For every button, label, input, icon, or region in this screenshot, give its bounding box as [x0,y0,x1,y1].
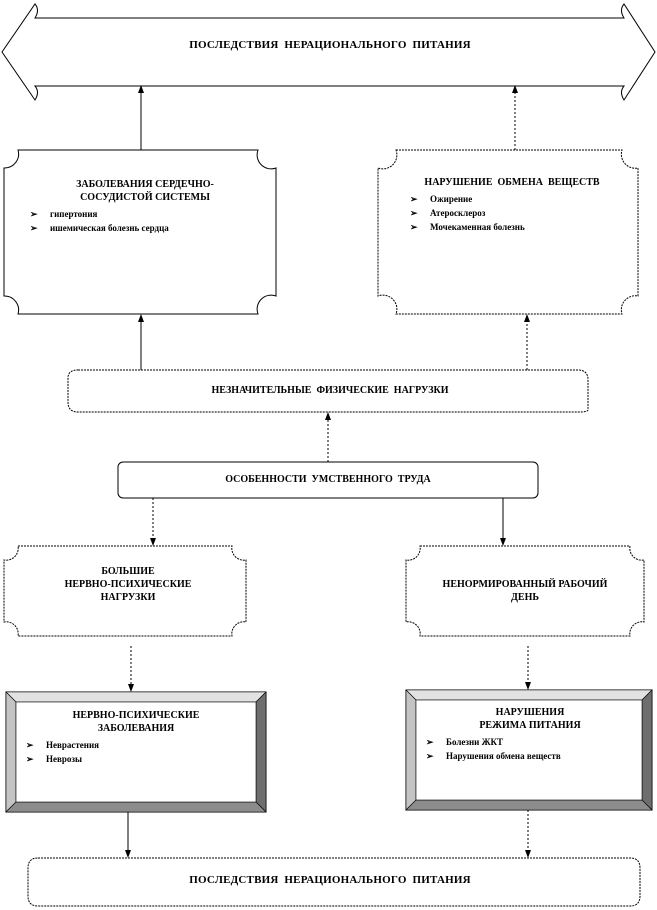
diet-violation-list [426,735,561,763]
list-item: ➢ Ожирение [410,192,525,206]
irregular-day-title: НЕНОРМИРОВАННЫЙ РАБОЧИЙ ДЕНЬ [442,579,608,603]
diet-violation-title: НАРУШЕНИЯ РЕЖИМА ПИТАНИЯ [479,707,581,731]
list-item: ➢ Атеросклероз [410,206,525,220]
list-item: ➢ Неврастения [26,738,99,752]
top-double-arrow-shape [2,4,655,100]
neuro-load-title: БОЛЬШИЕ НЕРВНО-ПСИХИЧЕСКИЕ НАГРУЗКИ [64,566,192,603]
physical-load-label: НЕЗНАЧИТЕЛЬНЫЕ ФИЗИЧЕСКИЕ НАГРУЗКИ [211,385,449,396]
list-item: ➢ ишемическая болезнь сердца [30,221,169,235]
list-item: ➢ Нарушения обмена веществ [426,749,561,763]
list-item: ➢ Болезни ЖКТ [426,735,561,749]
neuro-diseases-title: НЕРВНО-ПСИХИЧЕСКИЕ ЗАБОЛЕВАНИЯ [72,710,200,734]
list-item: ➢ Неврозы [26,752,99,766]
metabolism-box-list [410,192,525,234]
cardio-box-list [30,207,169,235]
top-consequences-label: ПОСЛЕДСТВИЯ НЕРАЦИОНАЛЬНОГО ПИТАНИЯ [189,39,471,51]
list-item: ➢ гипертония [30,207,169,221]
neuro-diseases-list [26,738,99,766]
cardio-box-title: ЗАБОЛЕВАНИЯ СЕРДЕЧНО- СОСУДИСТОЙ СИСТЕМЫ [76,179,214,203]
metabolism-box-title: НАРУШЕНИЕ ОБМЕНА ВЕЩЕСТВ [424,177,600,188]
bottom-consequences-label: ПОСЛЕДСТВИЯ НЕРАЦИОНАЛЬНОГО ПИТАНИЯ [189,874,471,886]
list-item: ➢ Мочекаменная болезнь [410,220,525,234]
mental-work-label: ОСОБЕННОСТИ УМСТВЕННОГО ТРУДА [225,474,431,485]
